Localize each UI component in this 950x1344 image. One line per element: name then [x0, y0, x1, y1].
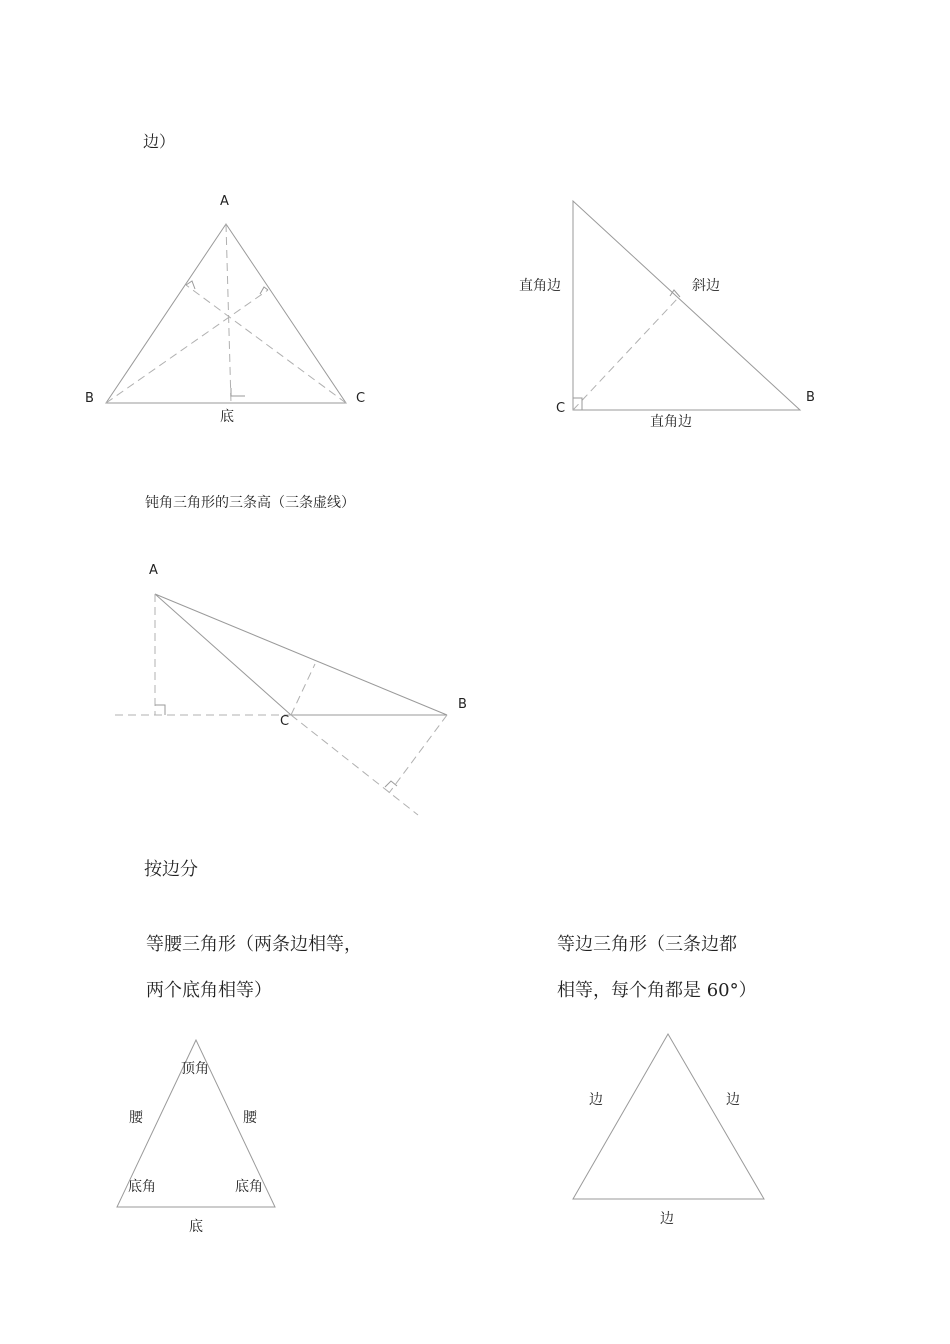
altitude-from-c [291, 664, 315, 715]
right-angle-mark-a [155, 705, 165, 715]
equilateral-bottom-side-label: 边 [660, 1211, 674, 1227]
right-horizontal-leg-label: 直角边 [650, 414, 692, 430]
altitude-from-b [389, 715, 447, 793]
altitude-from-b [106, 290, 268, 403]
top-fragment-text: 边） [143, 132, 176, 151]
right-vertex-c-label: C [556, 401, 566, 416]
right-vertical-leg-label: 直角边 [519, 278, 561, 294]
isosceles-base-label: 底 [189, 1219, 203, 1235]
extended-side-ac [291, 715, 418, 815]
obtuse-vertex-a-label: A [149, 563, 158, 578]
right-angle-mark-base [231, 388, 245, 396]
obtuse-triangle-figure [115, 594, 447, 815]
equilateral-left-side-label: 边 [589, 1092, 603, 1108]
right-hypotenuse-label: 斜边 [692, 278, 720, 294]
isosceles-right-base-angle-label: 底角 [235, 1179, 263, 1195]
obtuse-vertex-b-label: B [458, 697, 467, 712]
obtuse-heading: 钝角三角形的三条高（三条虚线） [145, 495, 355, 511]
altitude-from-a [226, 224, 231, 403]
acute-vertex-a-label: A [220, 194, 229, 209]
by-sides-heading: 按边分 [144, 859, 198, 880]
acute-vertex-c-label: C [356, 391, 366, 406]
altitude-to-hypotenuse [573, 298, 678, 410]
acute-base-label: 底 [220, 409, 234, 425]
equilateral-triangle-figure [573, 1034, 764, 1199]
altitude-from-c [186, 285, 346, 403]
isosceles-left-base-angle-label: 底角 [128, 1179, 156, 1195]
acute-triangle-figure [106, 224, 346, 403]
right-angle-mark-b [385, 781, 397, 787]
isosceles-apex-label: 顶角 [181, 1061, 209, 1077]
equilateral-title-line2: 相等，每个角都是 60°） [557, 980, 757, 1001]
equilateral-title-line1: 等边三角形（三条边都 [557, 934, 737, 955]
isosceles-title-line1: 等腰三角形（两条边相等， [146, 934, 362, 955]
right-triangle-figure [573, 201, 800, 410]
isosceles-right-waist-label: 腰 [243, 1110, 257, 1126]
isosceles-title-line2: 两个底角相等） [146, 980, 272, 1001]
obtuse-vertex-c-label: C [280, 714, 290, 729]
equilateral-triangle-outline [573, 1034, 764, 1199]
right-triangle-outline [573, 201, 800, 410]
acute-vertex-b-label: B [85, 391, 94, 406]
right-vertex-b-label: B [806, 390, 815, 405]
isosceles-left-waist-label: 腰 [129, 1110, 143, 1126]
obtuse-triangle-outline [155, 594, 447, 715]
equilateral-right-side-label: 边 [726, 1092, 740, 1108]
